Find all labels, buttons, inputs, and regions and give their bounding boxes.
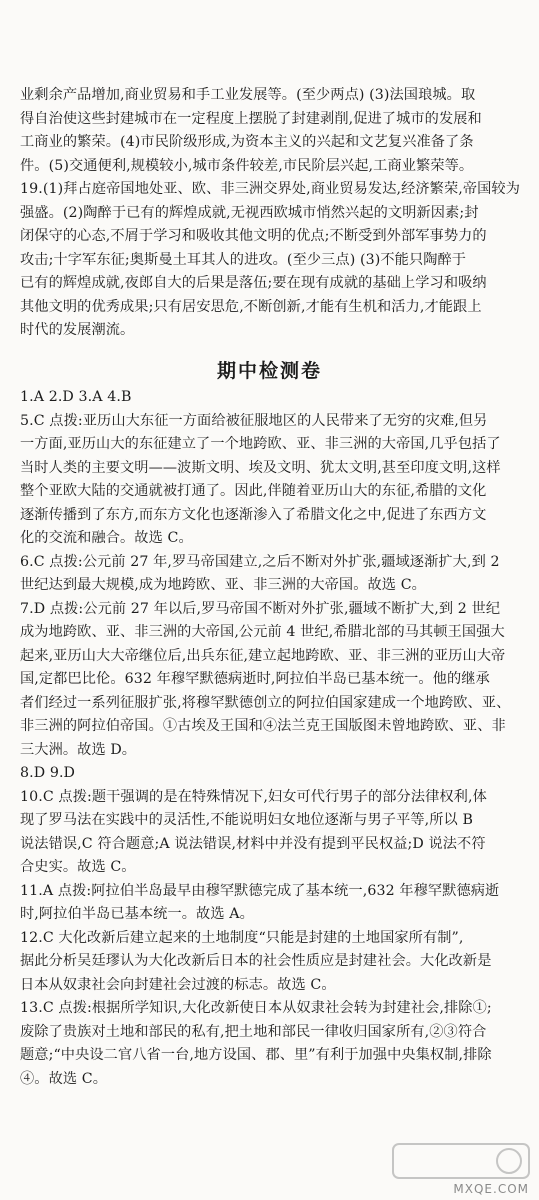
answer-block-18-continued: 业剩余产品增加,商业贸易和手工业发展等。(至少两点) (3)法国琅城。取 得自治使这些封建城市在一定程度上摆脱了封建剥削,促进了城市的发展和 工商业的繁荣。(4)市民阶级形成,为资本主义的兴起和文艺复兴准备了条 件。(5)交通便利,规模较小,城市条件较差,市民阶层兴起,工商业繁荣等。 <box>20 87 482 174</box>
watermark-text: MXQE.COM <box>453 1182 529 1196</box>
section-title: 期中检测卷 <box>216 360 322 382</box>
answer-block-midterm: 1.A 2.D 3.A 4.B 5.C 点拨:亚历山大东征一方面给被征服地区的人民带来了无穷的灾难,但另 一方面,亚历山大的东征建立了一个地跨欧、亚、非三洲的大帝国,几乎包括了 当时人类的主要文明——波斯文明、埃及文明、犹太文明,甚至印度文明,这样 整个亚欧大陆的交通就被打通了。因此,伴随着亚历山大的东征,希腊的文化 逐渐传播到了东方,而东方文化也逐渐渗入了希腊文化之中,促进了东西方文 化的交流和融合。故选 C。 6.C 点拨:公元前 27 年,罗马帝国建立,之后不断对外扩张,疆域逐渐扩大,到 2 世纪达到最大规模,成为地跨欧、亚、非三洲的大帝国。故选 C。 7.D 点拨:公元前 27 年以后,罗马帝国不断对外扩张,疆域不断扩大,到 2 世纪 成为地跨欧、亚、非三洲的大帝国,公元前 4 世纪,希腊北部的马其顿王国强大 起来,亚历山大大帝继位后,出兵东征,建立起地跨欧、亚、非三洲的亚历山大帝 国,定都巴比伦。632 年穆罕默德病逝时,阿拉伯半岛已基本统一。他的继承 者们经过一系列征服扩张,将穆罕默德创立的阿拉伯国家建成一个地跨欧、亚、 非三洲的阿拉伯帝国。①古埃及王国和④法兰克王国版图未曾地跨欧、亚、非 三大洲。故选 D。 8.D 9.D 10.C 点拨:题干强调的是在特殊情况下,妇女可代行男子的部分法律权利,体 现了罗马法在实践中的灵活性,不能说明妇女地位逐渐与男子平等,所以 B 说法错误,C 符合题意;A 说法错误,材料中并没有提到平民权益;D 说法不符 合史实。故选 C。 11.A 点拨:阿拉伯半岛最早由穆罕默德完成了基本统一,632 年穆罕默德病逝 时,阿拉伯半岛已基本统一。故选 A。 12.C 大化改新后建立起来的土地制度“只能是封建的土地国家所有制”, 据此分析吴廷璆认为大化改新后日本的社会性质应是封建社会。大化改新是 日本从奴隶社会向封建社会过渡的标志。故选 C。 13.C 点拨:根据所学知识,大化改新使日本从奴隶社会转为封建社会,排除①; 废除了贵族对土地和部民的私有,把土地和部民一律收归国家所有,②③符合 题意;“中央设二官八省一台,地方设国、郡、里”有利于加强中央集权制,排除 ④。故选 C。 <box>20 389 511 1087</box>
answer-block-19: 19.(1)拜占庭帝国地处亚、欧、非三洲交界处,商业贸易发达,经济繁荣,帝国较为 强盛。(2)陶醉于已有的辉煌成就,无视西欧城市悄然兴起的文明新因素;封 闭保守的心态,不屑于学习和吸收其他文明的优点;不断受到外部军事势力的 攻击;十字军东征;奥斯曼土耳其人的进攻。(至少三点) (3)不能只陶醉于 已有的辉煌成就,夜郎自大的后果是落伍;要在现有成就的基础上学习和吸纳 其他文明的优秀成果;只有居安思危,不断创新,才能有生机和活力,才能跟上 时代的发展潮流。 <box>20 181 521 338</box>
